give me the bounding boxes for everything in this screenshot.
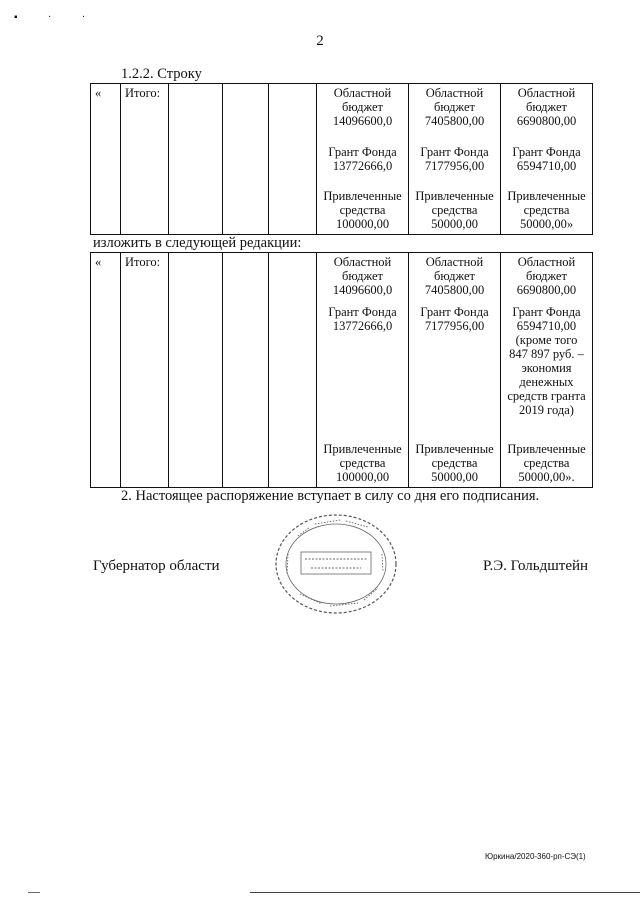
fund-grant-block: Грант Фонда 6594710,00 [512,144,581,173]
restate-label: изложить в следующей редакции: [93,235,302,251]
itogo-label: Итого: [121,253,169,488]
bottom-rule [250,892,640,893]
regional-budget-block: Областной бюджет 6690800,00 [516,255,577,297]
upper-blocks [420,255,488,333]
budget-column-3 [501,253,593,488]
footer-code: Юркина/2020-360-рп-СЭ(1) [485,852,586,861]
attracted-funds-block: Привлеченные средства 50000,00 [415,189,494,231]
signature-position: Губернатор области [93,558,220,574]
fund-grant-block: Грант Фонда 7177956,00 [420,305,489,333]
attracted-funds-block: Привлеченные средства 50000,00 [415,442,494,484]
fund-grant-block: Грант Фонда 7177956,00 [420,144,489,173]
opening-quote: « [91,253,121,488]
regional-budget-block: Областной бюджет 6690800,00 [516,86,577,128]
empty-cell [223,84,269,235]
upper-blocks [328,255,396,333]
budget-column-1 [317,253,409,488]
stamp-seal [270,508,400,618]
paragraph-2: 2. Настоящее распоряжение вступает в силу со дня его подписания. [121,488,540,504]
empty-cell [169,84,223,235]
empty-cell [269,253,317,488]
official-stamp [270,508,400,623]
section-label: 1.2.2. Строку [121,66,202,82]
scan-corner-marks: ▪ · · [14,12,100,23]
opening-quote: « [91,84,121,235]
empty-cell [169,253,223,488]
empty-cell [223,253,269,488]
attracted-funds-block: Привлеченные средства 100000,00 [323,189,402,231]
scan-edge-mark [28,892,40,893]
budget-column-3 [501,84,593,235]
regional-budget-block: Областной бюджет 7405800,00 [424,255,485,297]
signature-name: Р.Э. Гольдштейн [483,558,589,574]
attracted-funds-block: Привлеченные средства 50000,00». [507,442,586,484]
regional-budget-block: Областной бюджет 7405800,00 [424,86,485,128]
regional-budget-block: Областной бюджет 14096600,0 [332,255,393,297]
budget-column-1 [317,84,409,235]
budget-column-2 [409,84,501,235]
fund-grant-block: Грант Фонда 13772666,0 [328,305,397,333]
itogo-label: Итого: [121,84,169,235]
upper-blocks [507,255,585,417]
budget-column-2 [409,253,501,488]
fund-grant-block: Грант Фонда 13772666,0 [328,144,397,173]
fund-grant-block: Грант Фонда 6594710,00 (кроме того 847 897 руб. – экономия денежных средств гранта 2019 года) [507,305,586,417]
budget-table-new [90,252,593,488]
regional-budget-block: Областной бюджет 14096600,0 [332,86,393,128]
attracted-funds-block: Привлеченные средства 100000,00 [323,442,402,484]
attracted-funds-block: Привлеченные средства 50000,00» [507,189,586,231]
empty-cell [269,84,317,235]
budget-table-old [90,83,593,235]
page-number: 2 [316,33,324,49]
